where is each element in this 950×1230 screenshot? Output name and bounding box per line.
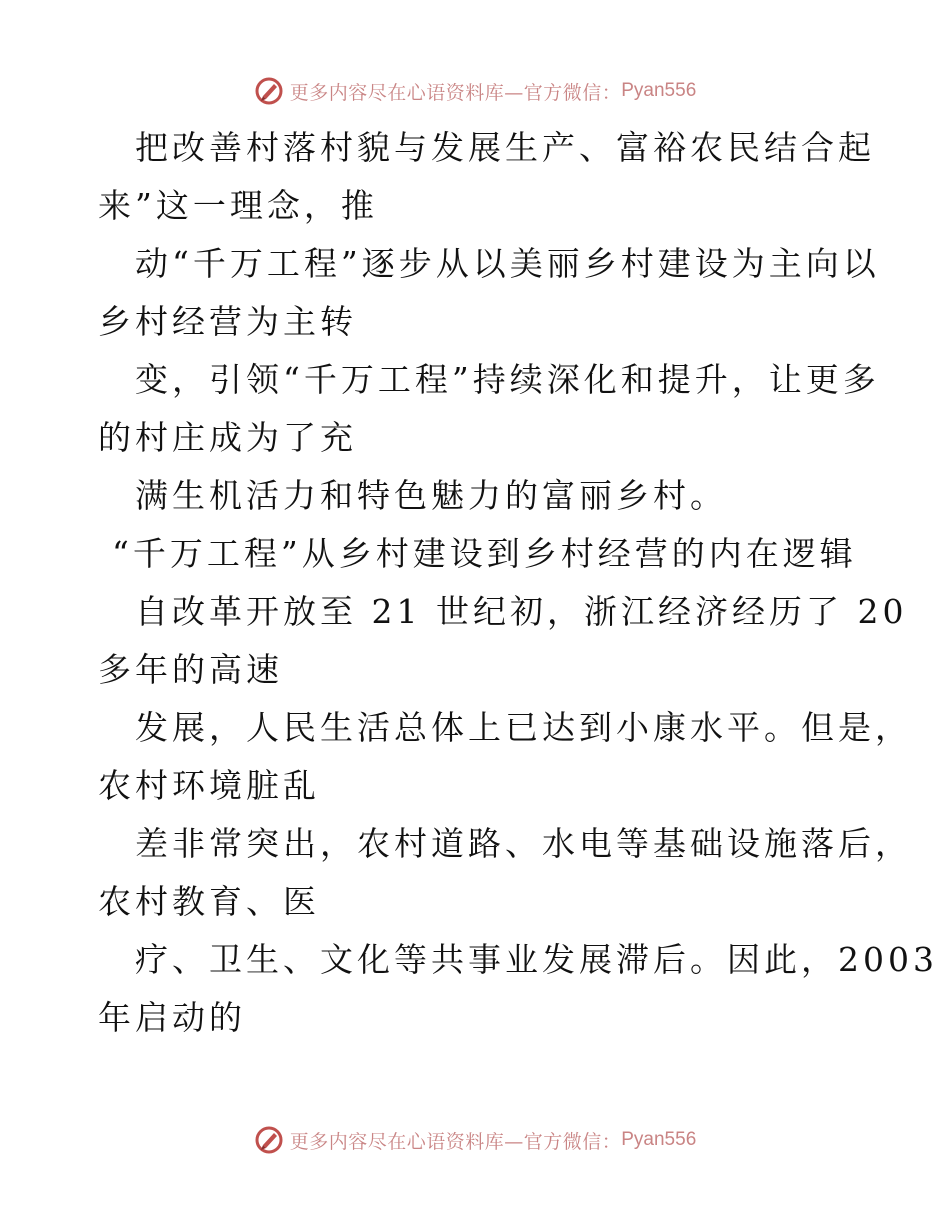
pen-logo-icon (254, 76, 284, 106)
text-line: 差非常突出，农村道路、水电等基础设施落后， (135, 824, 912, 863)
text-line: 来”这一理念，推 (98, 186, 378, 225)
text-line: 农村环境脏乱 (98, 766, 320, 805)
footer-watermark (0, 1123, 950, 1157)
text-line: 乡村经营为主转 (98, 302, 357, 341)
text-line: 发展，人民生活总体上已达到小康水平。但是， (135, 708, 912, 747)
text-line: 变，引领“千万工程”持续深化和提升，让更多 (135, 360, 880, 399)
text-line: 动“千万工程”逐步从以美丽乡村建设为主向以 (135, 244, 880, 283)
header-watermark (0, 74, 950, 108)
text-line: 多年的高速 (98, 650, 283, 689)
section-heading: “千万工程”从乡村建设到乡村经营的内在逻辑 (112, 534, 857, 573)
pen-logo-icon (254, 1125, 284, 1155)
watermark-wechat-id: Pyan556 (621, 1129, 697, 1150)
text-line: 年启动的 (98, 998, 246, 1037)
text-line: 自改革开放至 21 世纪初，浙江经济经历了 20 (135, 592, 908, 631)
text-line: 把改善村落村貌与发展生产、富裕农民结合起 (135, 128, 875, 167)
text-line: 满生机活力和特色魅力的富丽乡村。 (135, 476, 727, 515)
watermark-wechat-id: Pyan556 (621, 80, 697, 101)
text-line: 疗、卫生、文化等共事业发展滞后。因此，2003 (135, 940, 938, 979)
text-line: 农村教育、医 (98, 882, 320, 921)
watermark-text: 更多内容尽在心语资料库—官方微信： (289, 81, 622, 104)
text-line: 的村庄成为了充 (98, 418, 357, 457)
watermark-text: 更多内容尽在心语资料库—官方微信： (289, 1130, 622, 1153)
